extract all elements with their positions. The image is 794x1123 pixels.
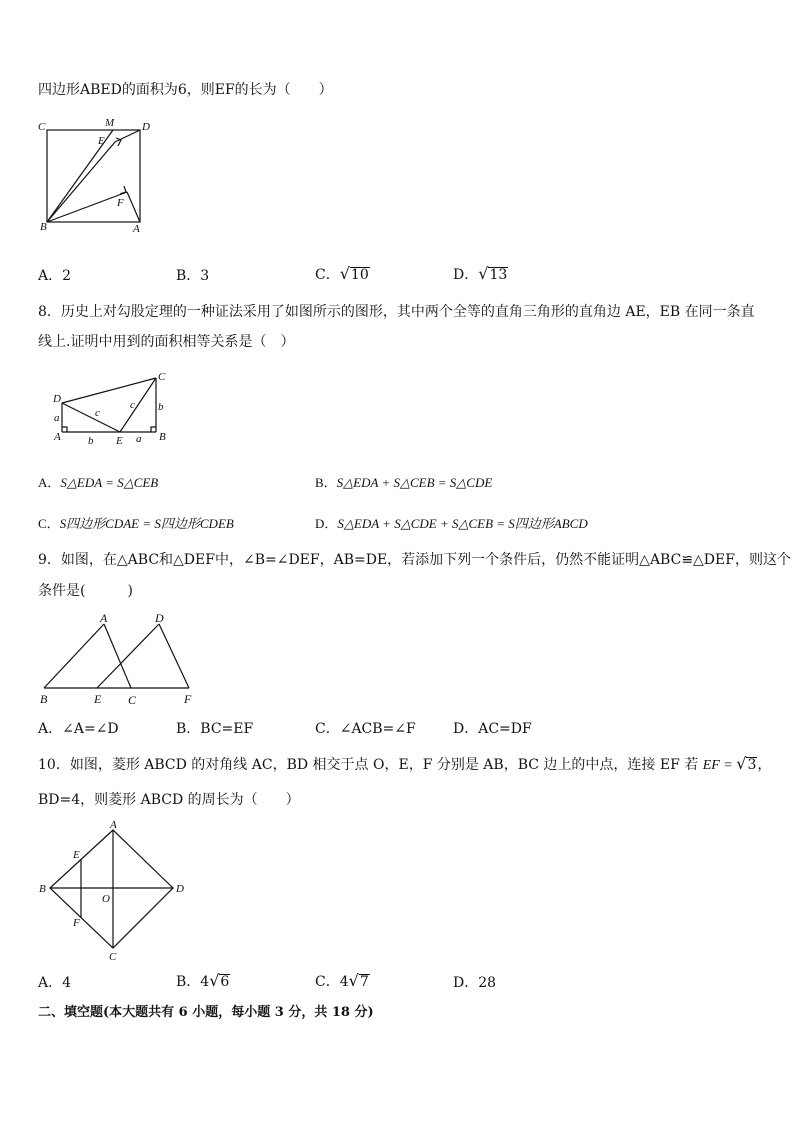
q7-option-a[interactable]: A．2 xyxy=(38,268,72,284)
q10-option-d[interactable]: D．28 xyxy=(453,975,497,991)
label-a-left: a xyxy=(54,412,60,424)
q8-stem-line2: 线上.证明中用到的面积相等关系是（ ） xyxy=(38,334,295,350)
label-b-right: b xyxy=(158,401,164,413)
label-F: F xyxy=(184,692,192,706)
label-B: B xyxy=(40,692,48,706)
label-c-right: c xyxy=(130,399,135,411)
q7-stem: 四边形ABED的面积为6，则EF的长为（ ） xyxy=(38,82,333,98)
q8-figure xyxy=(48,368,178,448)
q10-option-a[interactable]: A．4 xyxy=(38,975,72,991)
q10-figure xyxy=(36,820,196,960)
label-C: C xyxy=(158,371,166,383)
label-C: C xyxy=(109,951,117,960)
label-c-left: c xyxy=(95,407,100,419)
label-B: B xyxy=(39,883,46,895)
label-D: D xyxy=(53,393,61,405)
label-A: A xyxy=(100,611,108,625)
label-A: A xyxy=(110,820,117,831)
section2-title: 二、填空题(本大题共有 6 小题，每小题 3 分，共 18 分) xyxy=(38,1005,374,1020)
q8-option-c[interactable]: C．S四边形CDAE = S四边形CDEB xyxy=(38,516,234,531)
q10-option-b[interactable]: B．4√6 xyxy=(176,971,230,990)
q7-option-d[interactable]: D．√13 xyxy=(453,264,508,283)
q9-option-d[interactable]: D．AC=DF xyxy=(453,721,532,737)
label-E: E xyxy=(98,135,105,147)
label-D: D xyxy=(176,883,184,895)
q9-option-a[interactable]: A．∠A=∠D xyxy=(38,721,119,737)
q8-option-b[interactable]: B．S△EDA + S△CEB = S△CDE xyxy=(315,475,493,490)
q7-option-b[interactable]: B．3 xyxy=(176,268,210,284)
label-E: E xyxy=(116,435,123,447)
q7-option-c[interactable]: C．√10 xyxy=(315,264,369,283)
q9-stem-line1: 9．如图，在△ABC和△DEF中，∠B=∠DEF，AB=DE，若添加下列一个条件后，仍然不能证明△ABC≌△DEF，则这个 xyxy=(38,552,791,568)
label-D: D xyxy=(142,121,150,133)
label-D: D xyxy=(155,611,164,625)
q9-option-b[interactable]: B．BC=EF xyxy=(176,721,254,737)
q9-option-c[interactable]: C．∠ACB=∠F xyxy=(315,721,416,737)
q9-stem-line2: 条件是( ) xyxy=(38,583,133,599)
q10-option-c[interactable]: C．4√7 xyxy=(315,971,369,990)
q10-stem-line1: 10．如图，菱形 ABCD 的对角线 AC，BD 相交于点 O，E，F 分别是 AB，BC 边上的中点，连接 EF 若 EF = √3， xyxy=(38,754,772,773)
label-C: C xyxy=(128,693,137,707)
label-b-bottom: b xyxy=(88,435,94,447)
label-B: B xyxy=(159,431,166,443)
label-O: O xyxy=(102,893,110,905)
label-B: B xyxy=(40,221,47,233)
label-E: E xyxy=(73,849,80,861)
q9-figure xyxy=(34,608,199,708)
label-M: M xyxy=(105,117,115,129)
q8-option-d[interactable]: D．S△EDA + S△CDE + S△CEB = S四边形ABCD xyxy=(315,516,588,531)
q8-option-a[interactable]: A．S△EDA = S△CEB xyxy=(38,475,159,490)
label-F: F xyxy=(117,197,124,209)
label-A: A xyxy=(54,431,61,443)
label-C: C xyxy=(38,121,46,133)
label-E: E xyxy=(94,692,102,706)
label-A: A xyxy=(133,223,140,235)
label-F: F xyxy=(73,917,80,929)
q10-stem-line2: BD=4，则菱形 ABCD 的周长为（ ） xyxy=(38,792,300,808)
q7-figure xyxy=(30,112,160,237)
q8-stem-line1: 8．历史上对勾股定理的一种证法采用了如图所示的图形，其中两个全等的直角三角形的直角边 AE，EB 在同一条直 xyxy=(38,304,755,320)
label-a-bottom: a xyxy=(136,433,142,445)
